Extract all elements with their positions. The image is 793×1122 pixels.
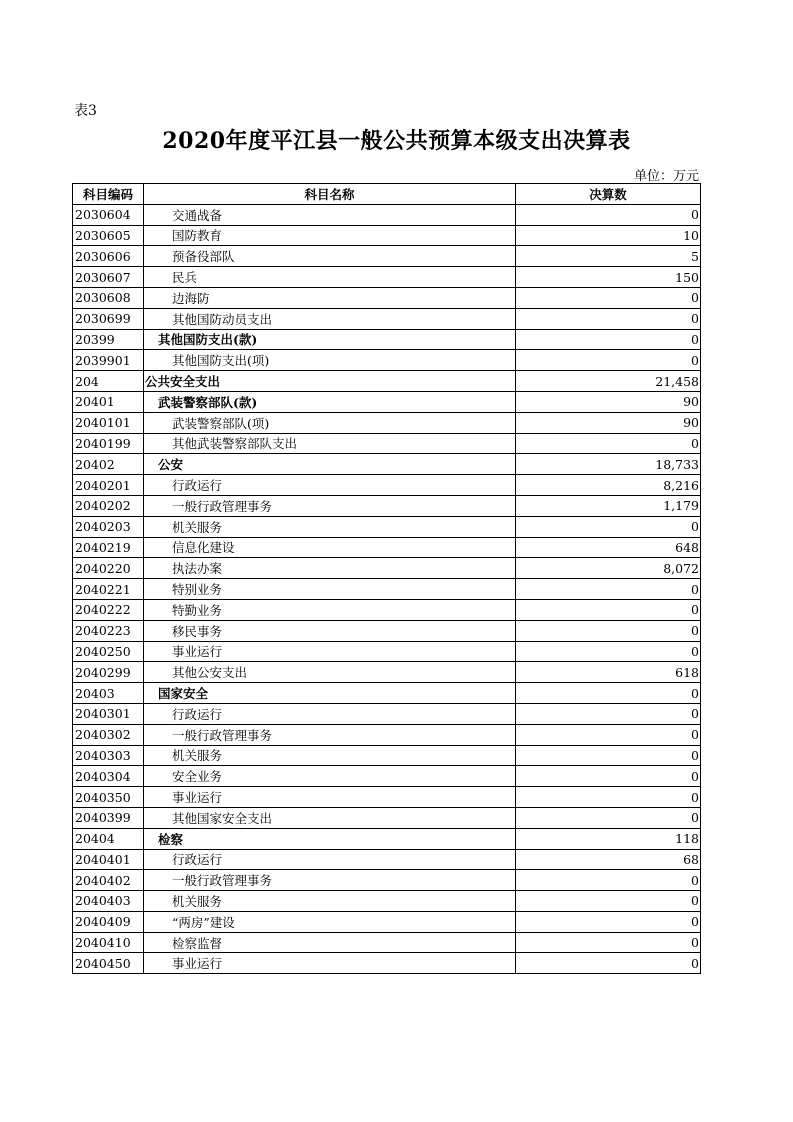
row-code: 2040221 (73, 579, 144, 600)
row-code: 2040201 (73, 475, 144, 496)
table-row (73, 828, 701, 849)
row-amount: 0 (516, 579, 701, 600)
unit-label: 单位：万元 (633, 169, 699, 184)
row-amount: 0 (516, 870, 701, 891)
row-amount: 0 (516, 745, 701, 766)
row-amount: 648 (516, 537, 701, 558)
row-amount: 68 (516, 849, 701, 870)
table-row (73, 953, 701, 974)
table-row (73, 745, 701, 766)
row-amount: 8,072 (516, 558, 701, 579)
row-name: 交通战备 (144, 204, 516, 225)
table-row (73, 391, 701, 412)
table-row (73, 641, 701, 662)
header-amount: 决算数 (516, 184, 701, 205)
row-amount: 0 (516, 433, 701, 454)
row-name: 检察监督 (144, 932, 516, 953)
row-name: 公共安全支出 (144, 371, 516, 392)
row-amount: 10 (516, 225, 701, 246)
row-name: 事业运行 (144, 953, 516, 974)
row-code: 2040399 (73, 807, 144, 828)
row-code: 2040301 (73, 703, 144, 724)
row-name: 其他武装警察部队支出 (144, 433, 516, 454)
row-name: 执法办案 (144, 558, 516, 579)
row-amount: 1,179 (516, 495, 701, 516)
row-code: 2040199 (73, 433, 144, 454)
row-amount: 0 (516, 932, 701, 953)
row-code: 2040350 (73, 787, 144, 808)
row-amount: 0 (516, 703, 701, 724)
row-amount: 8,216 (516, 475, 701, 496)
table-row (73, 787, 701, 808)
table-row (73, 412, 701, 433)
row-name: 武装警察部队(款) (144, 391, 516, 412)
row-code: 20402 (73, 454, 144, 475)
table-row (73, 579, 701, 600)
row-amount: 0 (516, 953, 701, 974)
row-name: 安全业务 (144, 766, 516, 787)
row-name: 公安 (144, 454, 516, 475)
page-title: 2020年度平江县一般公共预算本级支出决算表 (162, 128, 631, 154)
row-name: 预备役部队 (144, 246, 516, 267)
row-amount: 0 (516, 641, 701, 662)
row-name: 国防教育 (144, 225, 516, 246)
row-name: 检察 (144, 828, 516, 849)
row-name: 其他国防支出(项) (144, 350, 516, 371)
row-code: 20403 (73, 683, 144, 704)
table-row (73, 433, 701, 454)
table-row (73, 495, 701, 516)
table-row (73, 891, 701, 912)
table-row (73, 454, 701, 475)
table-row (73, 683, 701, 704)
row-amount: 0 (516, 620, 701, 641)
row-name: 机关服务 (144, 516, 516, 537)
row-name: 移民事务 (144, 620, 516, 641)
row-code: 20401 (73, 391, 144, 412)
row-amount: 5 (516, 246, 701, 267)
row-code: 20399 (73, 329, 144, 350)
budget-table (72, 183, 701, 974)
row-amount: 0 (516, 350, 701, 371)
table-row (73, 724, 701, 745)
table-row (73, 558, 701, 579)
table-row (73, 911, 701, 932)
row-amount: 118 (516, 828, 701, 849)
row-code: 2040220 (73, 558, 144, 579)
row-code: 2040401 (73, 849, 144, 870)
header-code: 科目编码 (73, 184, 144, 205)
table-row (73, 204, 701, 225)
table-header-row (73, 184, 701, 205)
row-name: 机关服务 (144, 745, 516, 766)
row-code: 2039901 (73, 350, 144, 371)
table-body (73, 204, 701, 973)
row-name: 一般行政管理事务 (144, 870, 516, 891)
table-row (73, 537, 701, 558)
row-amount: 0 (516, 787, 701, 808)
row-code: 2040250 (73, 641, 144, 662)
row-amount: 0 (516, 599, 701, 620)
row-amount: 90 (516, 412, 701, 433)
table-row (73, 329, 701, 350)
row-code: 2040203 (73, 516, 144, 537)
row-amount: 90 (516, 391, 701, 412)
row-name: 事业运行 (144, 787, 516, 808)
row-amount: 0 (516, 807, 701, 828)
row-code: 2040101 (73, 412, 144, 433)
row-code: 2040304 (73, 766, 144, 787)
row-name: 其他公安支出 (144, 662, 516, 683)
row-name: 边海防 (144, 287, 516, 308)
table-row (73, 807, 701, 828)
row-code: 2030607 (73, 267, 144, 288)
row-name: 信息化建设 (144, 537, 516, 558)
row-code: 20404 (73, 828, 144, 849)
row-code: 204 (73, 371, 144, 392)
row-name: 武装警察部队(项) (144, 412, 516, 433)
row-code: 2030606 (73, 246, 144, 267)
table-row (73, 870, 701, 891)
header-name: 科目名称 (144, 184, 516, 205)
row-name: 行政运行 (144, 703, 516, 724)
table-row (73, 475, 701, 496)
row-amount: 0 (516, 308, 701, 329)
table-row (73, 350, 701, 371)
row-name: 其他国防支出(款) (144, 329, 516, 350)
row-name: 国家安全 (144, 683, 516, 704)
table-row (73, 849, 701, 870)
table-row (73, 267, 701, 288)
row-code: 2040223 (73, 620, 144, 641)
row-amount: 0 (516, 204, 701, 225)
row-code: 2040450 (73, 953, 144, 974)
row-amount: 0 (516, 891, 701, 912)
table-row (73, 932, 701, 953)
row-amount: 0 (516, 766, 701, 787)
table-row (73, 371, 701, 392)
row-name: 行政运行 (144, 849, 516, 870)
row-amount: 0 (516, 911, 701, 932)
row-amount: 0 (516, 683, 701, 704)
row-code: 2030605 (73, 225, 144, 246)
table-row (73, 703, 701, 724)
row-name: 事业运行 (144, 641, 516, 662)
table-row (73, 308, 701, 329)
row-code: 2030604 (73, 204, 144, 225)
row-code: 2030608 (73, 287, 144, 308)
table-row (73, 287, 701, 308)
row-name: 机关服务 (144, 891, 516, 912)
table-row (73, 246, 701, 267)
row-code: 2040302 (73, 724, 144, 745)
row-code: 2040222 (73, 599, 144, 620)
row-amount: 21,458 (516, 371, 701, 392)
row-name: 特别业务 (144, 579, 516, 600)
row-code: 2040410 (73, 932, 144, 953)
row-code: 2040409 (73, 911, 144, 932)
row-name: 特勤业务 (144, 599, 516, 620)
table-row (73, 516, 701, 537)
row-code: 2040299 (73, 662, 144, 683)
row-name: 一般行政管理事务 (144, 495, 516, 516)
row-name: 一般行政管理事务 (144, 724, 516, 745)
table-number-label: 表3 (74, 103, 97, 119)
row-amount: 0 (516, 724, 701, 745)
row-amount: 0 (516, 329, 701, 350)
row-name: 其他国防动员支出 (144, 308, 516, 329)
row-name: 行政运行 (144, 475, 516, 496)
row-code: 2040303 (73, 745, 144, 766)
row-code: 2040402 (73, 870, 144, 891)
table-row (73, 620, 701, 641)
row-amount: 618 (516, 662, 701, 683)
row-amount: 0 (516, 287, 701, 308)
row-code: 2040202 (73, 495, 144, 516)
row-code: 2030699 (73, 308, 144, 329)
table-row (73, 662, 701, 683)
row-amount: 18,733 (516, 454, 701, 475)
row-code: 2040219 (73, 537, 144, 558)
table-row (73, 766, 701, 787)
table-row (73, 599, 701, 620)
row-code: 2040403 (73, 891, 144, 912)
row-name: 民兵 (144, 267, 516, 288)
row-name: 其他国家安全支出 (144, 807, 516, 828)
table-row (73, 225, 701, 246)
row-amount: 150 (516, 267, 701, 288)
row-amount: 0 (516, 516, 701, 537)
row-name: “两房”建设 (144, 911, 516, 932)
